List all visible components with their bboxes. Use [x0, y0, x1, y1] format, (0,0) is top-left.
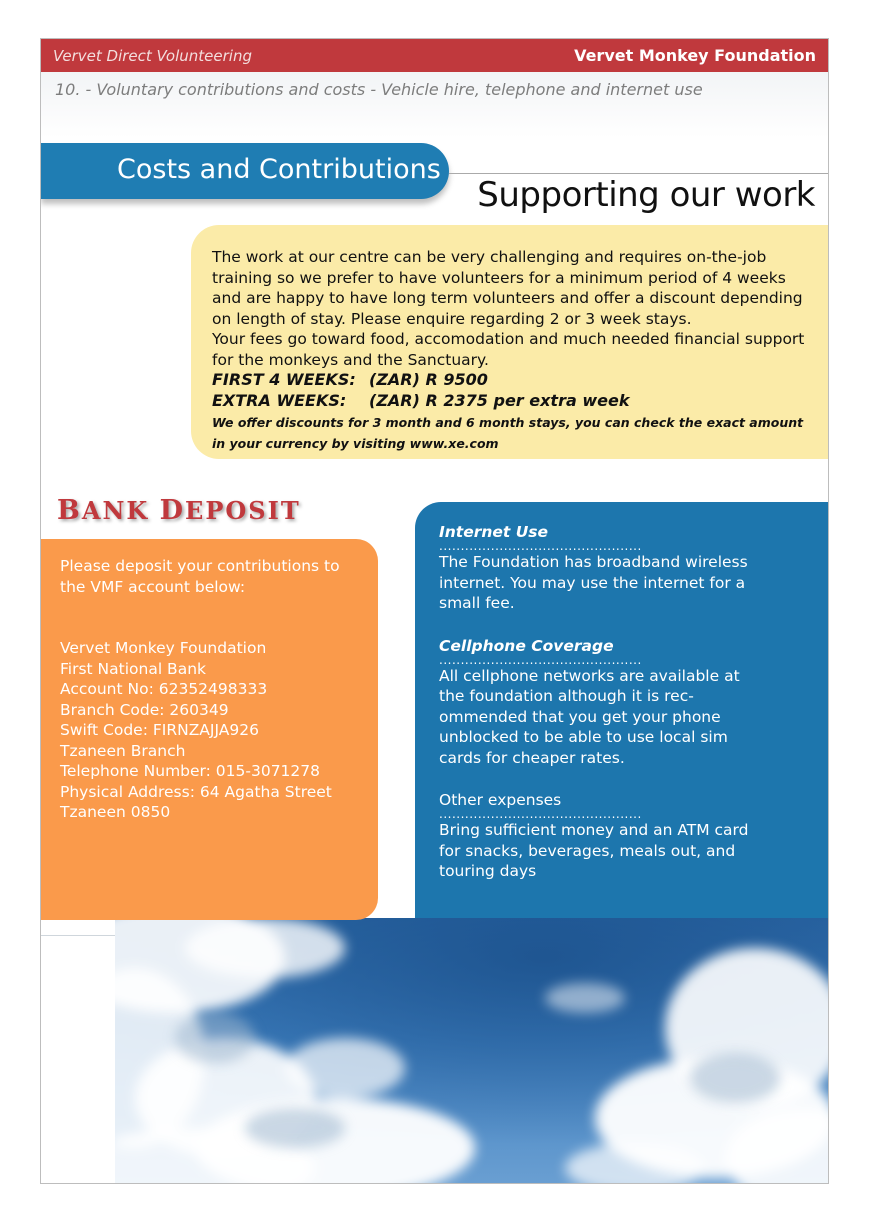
- subheader-bar: [41, 72, 828, 138]
- cellphone-heading: Cellphone Coverage: [439, 636, 614, 655]
- fee-label: FIRST 4 WEEKS:: [212, 370, 356, 389]
- dotted-divider: ...............................................: [439, 652, 642, 667]
- intro-paragraph-2: Your fees go toward food, accomodation and much needed financial support for the monkeys and the Sanctuary.: [212, 330, 805, 369]
- bank-deposit-title: [57, 495, 301, 526]
- intro-paragraph-1: The work at our centre can be very challenging and requires on-the-job training so we prefer to have volunteers for a minimum period of 4 weeks and are happy to have long term volunteers and offer a discount depending on length of stay. Please enquire regarding 2 or 3 week stays.: [212, 248, 803, 328]
- bank-line: Physical Address: 64 Agatha Street: [60, 782, 332, 801]
- title-rest: ANK: [81, 496, 160, 525]
- header-left-title: Vervet Direct Volunteering: [53, 46, 252, 65]
- internet-heading: Internet Use: [439, 523, 549, 541]
- section-tab: Costs and Contributions: [41, 143, 449, 199]
- page: [40, 38, 829, 1184]
- bank-intro: Please deposit your contributions to the VMF account below:: [60, 557, 340, 596]
- header-right-title: Vervet Monkey Foundation: [574, 46, 816, 65]
- subheader-text: 10. - Voluntary contributions and costs - Vehicle hire, telephone and internet use: [55, 80, 703, 99]
- fee-value: (ZAR) R 2375 per extra week: [369, 390, 630, 410]
- discount-note: We offer discounts for 3 month and 6 month stays, you can check the exact amount in your currency by visiting www.xe.com: [212, 415, 804, 451]
- expenses-heading: Other expenses: [439, 791, 562, 809]
- sky-cloud-image: [115, 918, 829, 1184]
- fee-label: EXTRA WEEKS:: [212, 390, 347, 410]
- dotted-divider: ...............................................: [439, 807, 642, 821]
- bank-line: Vervet Monkey Foundation: [60, 639, 267, 657]
- intro-box: [191, 225, 829, 459]
- bank-line: Account No: 62352498333: [60, 680, 268, 698]
- fee-row-extra: [212, 391, 814, 412]
- bank-line: Swift Code: FIRNZAJJA926: [60, 721, 259, 739]
- divider-line: [449, 173, 829, 174]
- header-bar: [41, 39, 828, 72]
- dotted-divider: ...............................................: [439, 539, 642, 553]
- cloud-illustration: [115, 918, 829, 1184]
- bank-line: Tzaneen 0850: [60, 803, 171, 821]
- internet-body: The Foundation has broadband wireless internet. You may use the internet for a small fee.: [439, 553, 748, 612]
- bank-line: First National Bank: [60, 659, 206, 678]
- info-box: [415, 502, 829, 936]
- fee-value: (ZAR) R 9500: [369, 370, 488, 389]
- bank-line: Tzaneen Branch: [60, 741, 186, 760]
- bank-details-box: [41, 539, 378, 920]
- expenses-body: Bring sufficient money and an ATM card for snacks, beverages, meals out, and touring days: [439, 821, 749, 880]
- cellphone-body: All cellphone networks are available at the foundation although it is rec-ommended that you get your phone unblocked to be able to use local sim cards for cheaper rates.: [439, 666, 740, 767]
- bank-line: Telephone Number: 015-3071278: [60, 762, 320, 780]
- bank-details-list: [60, 638, 378, 823]
- title-initial: B: [57, 495, 82, 526]
- page-subtitle: Supporting our work: [477, 175, 815, 215]
- title-rest: EPOSIT: [185, 496, 301, 525]
- title-initial: D: [159, 495, 186, 526]
- fee-row-first: [212, 370, 814, 391]
- bank-line: Branch Code: 260349: [60, 700, 229, 719]
